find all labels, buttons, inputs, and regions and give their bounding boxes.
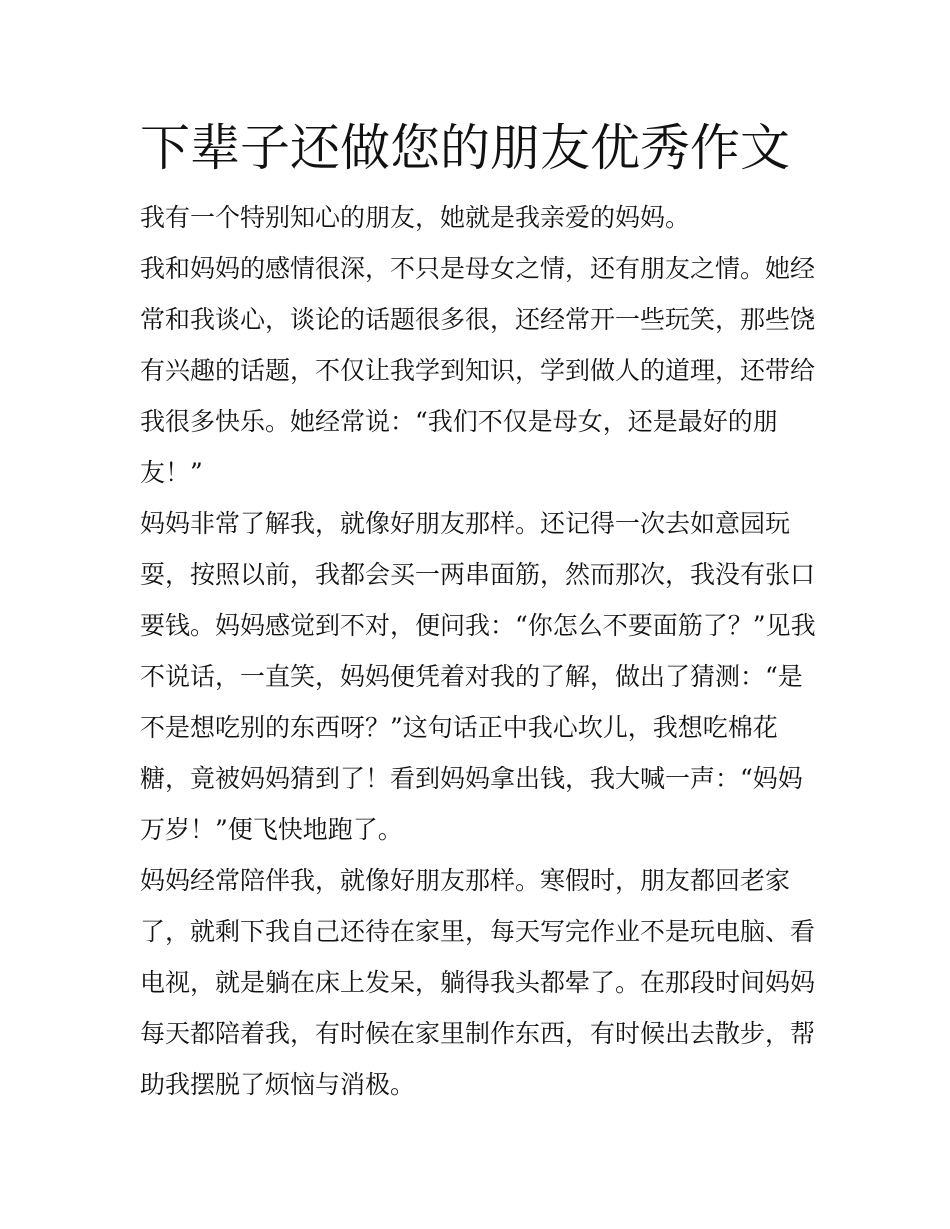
text-line: 每天都陪着我，有时候在家里制作东西，有时候出去散步，帮 xyxy=(140,1019,816,1048)
text-line: 妈妈非常了解我，就像好朋友那样。还记得一次去如意园玩 xyxy=(140,509,791,538)
text-line: 助我摆脱了烦恼与消极。 xyxy=(140,1070,416,1099)
text-line: 糖，竟被妈妈猜到了！看到妈妈拿出钱，我大喊一声：“妈妈 xyxy=(140,764,803,793)
text-line: 有兴趣的话题，不仅让我学到知识，学到做人的道理，还带给 xyxy=(140,356,816,385)
document-title: 下辈子还做您的朋友优秀作文 xyxy=(140,119,790,177)
paragraph-4 xyxy=(140,855,815,1110)
text-line: 要钱。妈妈感觉到不对，便问我：“你怎么不要面筋了？”见我 xyxy=(140,611,816,640)
text-line: 不是想吃别的东西呀？”这句话正中我心坎儿，我想吃棉花 xyxy=(140,713,778,742)
paragraph-3 xyxy=(140,498,815,855)
text-line: 我和妈妈的感情很深，不只是母女之情，还有朋友之情。她经 xyxy=(140,254,816,283)
text-line: 友！” xyxy=(140,458,203,487)
text-line: 耍，按照以前，我都会买一两串面筋，然而那次，我没有张口 xyxy=(140,560,816,589)
text-line: 妈妈经常陪伴我，就像好朋友那样。寒假时，朋友都回老家 xyxy=(140,866,791,895)
text-line: 常和我谈心，谈论的话题很多很，还经常开一些玩笑，那些饶 xyxy=(140,305,816,334)
text-line: 我很多快乐。她经常说：“我们不仅是母女，还是最好的朋 xyxy=(140,407,778,436)
document-page xyxy=(140,112,815,1110)
paragraph-2 xyxy=(140,243,815,498)
text-line: 了，就剩下我自己还待在家里，每天写完作业不是玩电脑、看 xyxy=(140,917,816,946)
text-line: 万岁！”便飞快地跑了。 xyxy=(140,815,403,844)
text-line: 我有一个特别知心的朋友，她就是我亲爱的妈妈。 xyxy=(140,203,691,232)
text-line: 电视，就是躺在床上发呆，躺得我头都晕了。在那段时间妈妈 xyxy=(140,968,816,997)
text-line: 不说话，一直笑，妈妈便凭着对我的了解，做出了猜测：“是 xyxy=(140,662,803,691)
paragraph-1 xyxy=(140,192,815,243)
